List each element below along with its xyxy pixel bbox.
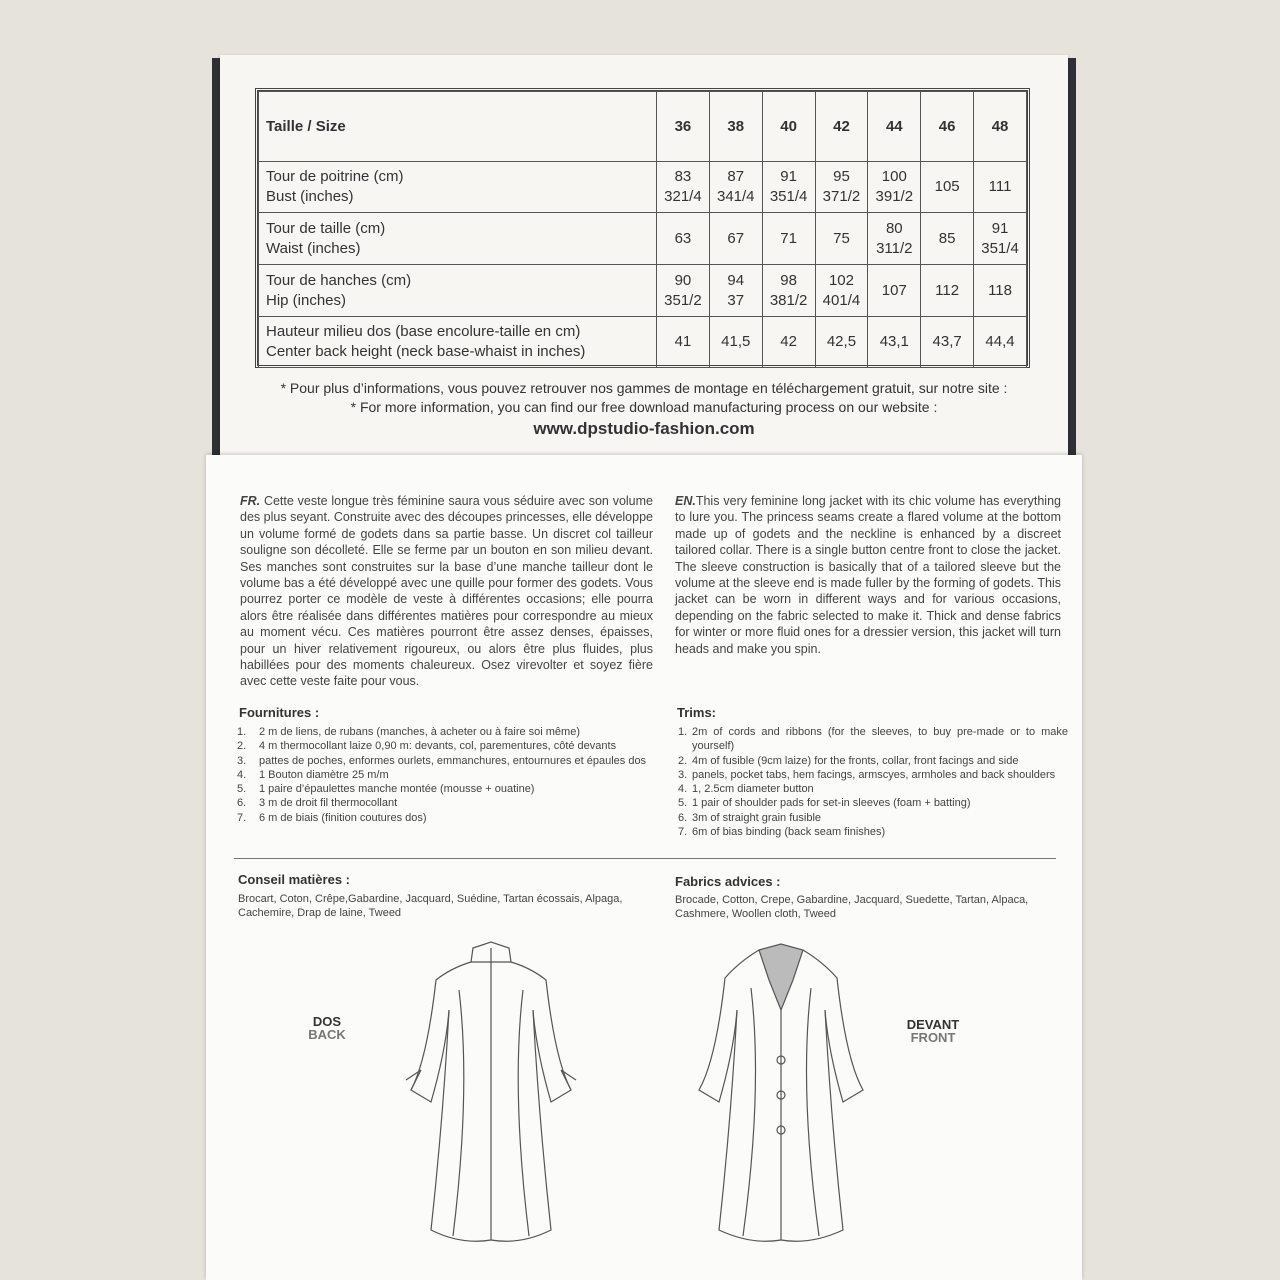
table-cell: 100 391/2 <box>868 162 921 213</box>
table-cell: 105 <box>921 162 974 213</box>
front-view-label: DEVANT FRONT <box>906 1017 960 1045</box>
table-cell: 90 351/2 <box>657 265 710 317</box>
list-item: 6. 3m of straight grain fusible <box>678 811 822 824</box>
back-height-row <box>259 317 1027 368</box>
table-cell: 95 371/2 <box>815 162 868 213</box>
fournitures-list <box>237 725 647 825</box>
conseil-title: Conseil matières : <box>238 872 350 887</box>
note-en: * For more information, you can find our free download manufacturing process on our website : <box>350 399 938 415</box>
back-jacket-sketch <box>391 940 591 1275</box>
list-item: 4. 1 Bouton diamètre 25 m/m <box>237 768 389 781</box>
table-cell: 85 <box>921 213 974 265</box>
fournitures-title: Fournitures : <box>239 705 320 720</box>
list-item: 5. 1 paire d’épaulettes manche montée (mousse + ouatine) <box>237 783 535 796</box>
list-item: 2. 4 m thermocollant laize 0,90 m: devants, col, parementures, côté devants <box>237 740 617 753</box>
size-chart-card <box>220 55 1068 465</box>
table-cell: 98 381/2 <box>762 265 815 317</box>
list-item: 7. 6 m de biais (finition coutures dos) <box>237 811 427 824</box>
size-46: 46 <box>921 92 974 162</box>
table-cell: 44,4 <box>974 317 1027 368</box>
table-cell: 42 <box>762 317 815 368</box>
back-view-label: DOS BACK <box>308 1014 346 1042</box>
table-cell: 91 351/4 <box>762 162 815 213</box>
list-item: 6. 3 m de droit fil thermocollant <box>237 797 398 810</box>
list-item: 4. 1, 2.5cm diameter button <box>678 783 814 796</box>
table-cell: 71 <box>762 213 815 265</box>
table-cell: 102 401/4 <box>815 265 868 317</box>
trims-list <box>678 725 1068 839</box>
size-36: 36 <box>657 92 710 162</box>
table-cell: 41,5 <box>709 317 762 368</box>
row-label: Tour de taille (cm) Waist (inches) <box>259 213 657 265</box>
table-cell: 118 <box>974 265 1027 317</box>
size-header-row <box>259 92 1027 162</box>
waist-row <box>259 213 1027 265</box>
table-cell: 87 341/4 <box>709 162 762 213</box>
website-link[interactable]: www.dpstudio-fashion.com <box>533 419 755 438</box>
table-cell: 83 321/4 <box>657 162 710 213</box>
hip-row <box>259 265 1027 317</box>
bust-row <box>259 162 1027 213</box>
table-cell: 43,7 <box>921 317 974 368</box>
fabrics-text: Brocade, Cotton, Crepe, Gabardine, Jacquard, Suedette, Tartan, Alpaca, Cashmere, Woollen cloth, Tweed <box>675 894 1029 921</box>
table-cell: 41 <box>657 317 710 368</box>
size-42: 42 <box>815 92 868 162</box>
list-item: 1. 2m of cords and ribbons (for the sleeves, to buy pre-made or to make yourself) <box>678 726 1068 753</box>
size-44: 44 <box>868 92 921 162</box>
list-item: 2. 4m of fusible (9cm laize) for the fronts, collar, front facings and side <box>678 754 1019 767</box>
size-40: 40 <box>762 92 815 162</box>
conseil-text: Brocart, Coton, Crêpe,Gabardine, Jacquard, Suédine, Tartan écossais, Alpaga, Cachemire, Drap de laine, Tweed <box>238 893 623 920</box>
divider <box>234 858 1056 859</box>
fabrics-title: Fabrics advices : <box>675 874 781 889</box>
table-cell: 80 311/2 <box>868 213 921 265</box>
table-cell: 63 <box>657 213 710 265</box>
size-table <box>255 88 1030 368</box>
size-48: 48 <box>974 92 1027 162</box>
list-item: 5. 1 pair of shoulder pads for set-in sleeves (foam + batting) <box>678 797 971 810</box>
row-label: Hauteur milieu dos (base encolure-taille en cm) Center back height (neck base-whaist in inches) <box>259 317 657 368</box>
table-cell: 111 <box>974 162 1027 213</box>
row-label: Tour de hanches (cm) Hip (inches) <box>259 265 657 317</box>
table-cell: 112 <box>921 265 974 317</box>
table-cell: 42,5 <box>815 317 868 368</box>
table-cell: 43,1 <box>868 317 921 368</box>
row-label: Tour de poitrine (cm) Bust (inches) <box>259 162 657 213</box>
note-fr: * Pour plus d’informations, vous pouvez retrouver nos gammes de montage en téléchargement gratuit, sur notre site : <box>280 380 1008 396</box>
description-fr: FR. Cette veste longue très féminine saura vous séduire avec son volume des plus seyant. Construite avec des découpes princesses, elle développe un volume formé de godets dans sa partie basse. Un discret col tailleur souligne son décolleté. Elle se ferme par un bouton en son milieu devant. Ses manches sont construites sur la base d’une manche tailleur dont le volume bas a été développé avec une quille pour former des godets. Vous pourrez porter ce modèle de veste à différentes occasions; elle pourra alors être réalisée dans différentes matières pour correspondre au mieux au moment vécu. Ces matières pourront être assez denses, épaisses, pour un hiver relativement rigoureux, ou alors être plus fluides, plus habillées pour des moments chaleureux. Osez virevolter et soyez fière avec cette veste faite pour vous. <box>240 494 653 689</box>
table-cell: 67 <box>709 213 762 265</box>
front-jacket-sketch <box>681 940 881 1275</box>
table-cell: 75 <box>815 213 868 265</box>
size-header-label: Taille / Size <box>259 92 657 162</box>
list-item: 1. 2 m de liens, de rubans (manches, à acheter ou à faire soi même) <box>237 726 580 738</box>
table-cell: 107 <box>868 265 921 317</box>
list-item: 3. panels, pocket tabs, hem facings, armscyes, armholes and back shoulders <box>678 768 1056 781</box>
instruction-sheet <box>206 455 1082 1280</box>
list-item: 3. pattes de poches, enformes ourlets, emmanchures, entournures et épaules dos <box>237 754 647 767</box>
list-item: 7. 6m of bias binding (back seam finishes) <box>678 826 886 839</box>
description-en: EN.This very feminine long jacket with its chic volume has everything to lure you. The princess seams create a flared volume at the bottom made up of godets and the neckline is enhanced by a discreet tailored collar. There is a single button centre front to close the jacket. The sleeve construction is basically that of a tailored sleeve but the volume at the sleeve end is made fuller by the forming of godets. This jacket can be worn in different ways and for various occasions, depending on the fabric selected to make it. Thick and dense fabrics for winter or more fluid ones for a dressier version, this jacket will turn heads and make you spin. <box>675 494 1061 656</box>
table-cell: 94 37 <box>709 265 762 317</box>
table-cell: 91 351/4 <box>974 213 1027 265</box>
trims-title: Trims: <box>677 705 717 720</box>
size-38: 38 <box>709 92 762 162</box>
